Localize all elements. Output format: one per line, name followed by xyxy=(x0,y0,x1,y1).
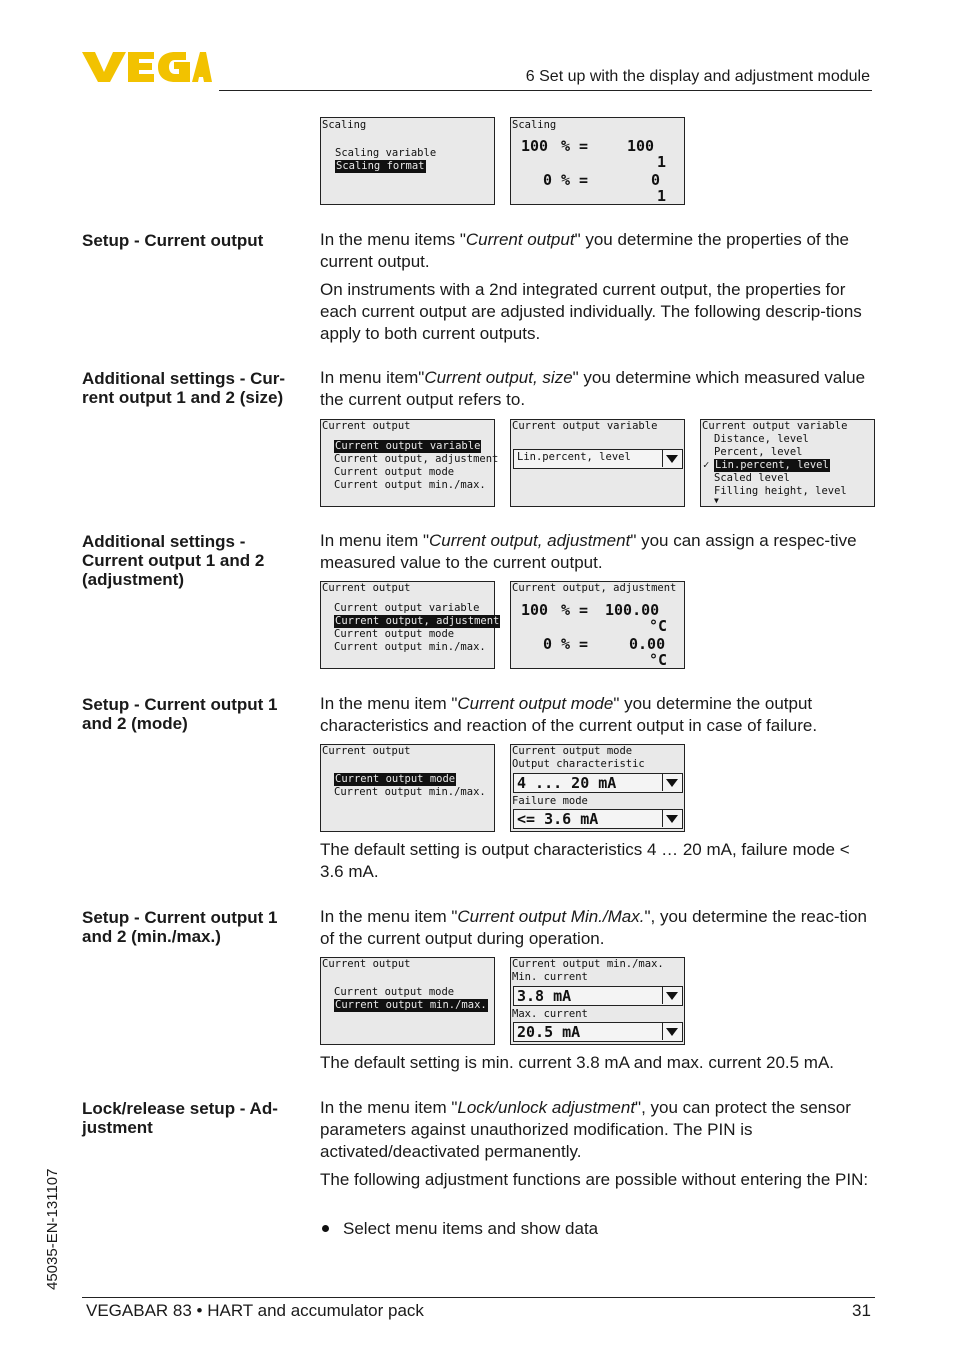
lcd-title: Current output mode xyxy=(512,745,633,757)
lcd-menu-item-selected: Current output mode xyxy=(335,773,456,785)
lcd-list-item-selected: Lin.percent, level xyxy=(715,459,829,471)
lcd-current-output-adjustment xyxy=(510,581,685,669)
lcd-dropdown xyxy=(513,986,683,1006)
lcd-current-output-menu-3 xyxy=(320,744,495,832)
section-text: The default setting is min. current 3.8 mA and max. current 20.5 mA. xyxy=(320,1053,835,1072)
bullet-dot-icon xyxy=(322,1225,329,1232)
lcd-dropdown-value: 3.8 mA xyxy=(517,987,572,1005)
scroll-down-icon: ▼ xyxy=(714,496,719,505)
bullet-item xyxy=(320,1219,598,1239)
section-text: On instruments with a 2nd integrated current output, the properties for each current output are adjusted individually. The following descrip-tions apply to both current outputs. xyxy=(320,280,862,343)
dropdown-arrow-icon xyxy=(662,987,682,1004)
lcd-menu-item: Current output mode xyxy=(334,466,455,478)
lcd-unit: °C xyxy=(649,651,668,669)
section-label-minmax: Setup - Current output 1 and 2 (min./max.) xyxy=(82,908,278,946)
lcd-title: Current output variable xyxy=(512,420,658,432)
lcd-dropdown-value: 4 ... 20 mA xyxy=(517,774,617,792)
section-text: In menu item"Current output, size" you determine which measured value the current output refers to. xyxy=(320,368,866,409)
lcd-current-output-menu-4 xyxy=(320,957,495,1045)
lcd-current-output-variable xyxy=(510,419,685,507)
dropdown-arrow-icon xyxy=(662,810,682,827)
lcd-list-item: Distance, level xyxy=(714,433,809,445)
section-text: The following adjustment functions are possible without entering the PIN: xyxy=(320,1170,869,1189)
lcd-title: Current output xyxy=(322,420,411,432)
lcd-current-output-mode xyxy=(510,744,685,832)
footer-product: VEGABAR 83 • HART and accumulator pack xyxy=(86,1301,424,1320)
lcd-field-label: Output characteristic xyxy=(512,758,645,770)
lcd-current-output-menu-2 xyxy=(320,581,500,669)
lcd-title: Current output variable xyxy=(702,420,848,432)
lcd-unit: °C xyxy=(649,617,668,635)
page-number: 31 xyxy=(852,1301,871,1320)
lcd-scaling-menu xyxy=(320,117,495,205)
lcd-menu-item-selected: Current output variable xyxy=(335,440,481,452)
lcd-value: 0 xyxy=(543,171,553,189)
bullet-text: Select menu items and show data xyxy=(343,1219,599,1238)
lcd-menu-item: Current output mode xyxy=(334,628,455,640)
lcd-title: Current output xyxy=(322,958,411,970)
lcd-dropdown xyxy=(513,773,683,793)
lcd-field-label: Max. current xyxy=(512,1008,588,1020)
lcd-field-label: Failure mode xyxy=(512,795,588,807)
lcd-title: Current output min./max. xyxy=(512,958,664,970)
lcd-title: Current output xyxy=(322,745,411,757)
section-text: In the menu item "Current output Min./Max.", you determine the reac-tion of the current output during operation. xyxy=(320,907,867,948)
lcd-menu-item: Current output min./max. xyxy=(334,641,486,653)
lcd-dropdown-value: 20.5 mA xyxy=(517,1023,581,1041)
section-text: The default setting is output characteristics 4 … 20 mA, failure mode < 3.6 mA. xyxy=(320,840,850,881)
lcd-menu-item: Current output min./max. xyxy=(334,786,486,798)
lcd-menu-item-selected: Current output, adjustment xyxy=(335,615,500,627)
lcd-value: % = xyxy=(561,635,589,653)
lcd-dropdown xyxy=(513,449,683,469)
section-text: In the menu item "Lock/unlock adjustment", you can protect the sensor parameters against unauthorized modification. The PIN is activated/deactivated permanently. xyxy=(320,1098,851,1161)
section-label-lock: Lock/release setup - Ad-justment xyxy=(82,1099,278,1137)
lcd-title: Current output, adjustment xyxy=(512,582,677,594)
section-label-size: Additional settings - Cur-rent output 1 and 2 (size) xyxy=(82,369,286,407)
lcd-value: 100 xyxy=(521,601,549,619)
lcd-value: % = xyxy=(561,171,589,189)
lcd-menu-item-selected: Scaling format xyxy=(336,160,425,172)
lcd-menu-item: Current output min./max. xyxy=(334,479,486,491)
lcd-title: Current output xyxy=(322,582,411,594)
lcd-value: 100.00 xyxy=(605,601,660,619)
lcd-menu-item-selected: Current output min./max. xyxy=(335,999,487,1011)
footer-divider xyxy=(82,1297,875,1298)
lcd-menu-item: Current output variable xyxy=(334,602,480,614)
section-label-adjustment: Additional settings - Current output 1 and 2 (adjustment) xyxy=(82,532,265,589)
lcd-title: Scaling xyxy=(512,119,557,131)
lcd-dropdown-value: <= 3.6 mA xyxy=(517,810,599,828)
lcd-value: 100 xyxy=(521,137,549,155)
lcd-list-item: Filling height, level xyxy=(714,485,847,497)
lcd-value: 1 xyxy=(657,153,667,171)
lcd-value: 0 xyxy=(543,635,553,653)
header-section-title: 6 Set up with the display and adjustment module xyxy=(525,68,870,85)
section-text: In the menu item "Current output mode" you determine the output characteristics and reaction of the current output in case of failure. xyxy=(320,694,818,735)
lcd-dropdown xyxy=(513,1022,683,1042)
lcd-field-label: Min. current xyxy=(512,971,588,983)
check-icon: ✓ xyxy=(703,459,710,471)
dropdown-arrow-icon xyxy=(662,450,682,467)
lcd-current-output-menu xyxy=(320,419,499,507)
lcd-value: 0 xyxy=(651,171,661,189)
section-text: In menu item "Current output, adjustment" you can assign a respec-tive measured value to the current output. xyxy=(320,531,857,572)
lcd-current-output-variable-list xyxy=(700,419,875,507)
dropdown-arrow-icon xyxy=(662,774,682,791)
lcd-value: 0.00 xyxy=(629,635,666,653)
vega-logo xyxy=(82,50,212,84)
section-label-current-output: Setup - Current output xyxy=(82,231,264,250)
lcd-value: % = xyxy=(561,137,589,155)
dropdown-arrow-icon xyxy=(662,1023,682,1040)
lcd-current-output-minmax xyxy=(510,957,685,1045)
lcd-title: Scaling xyxy=(322,119,367,131)
section-text: In the menu items "Current output" you determine the properties of the current output. xyxy=(320,230,849,271)
lcd-menu-item: Current output, adjustment xyxy=(334,453,499,465)
lcd-dropdown xyxy=(513,809,683,829)
section-label-mode: Setup - Current output 1 and 2 (mode) xyxy=(82,695,278,733)
lcd-value: % = xyxy=(561,601,589,619)
header-divider xyxy=(219,90,872,91)
lcd-menu-item: Scaling variable xyxy=(335,147,437,159)
lcd-value: 1 xyxy=(657,187,667,205)
lcd-dropdown-value: Lin.percent, level xyxy=(517,451,631,463)
lcd-value: 100 xyxy=(627,137,655,155)
lcd-list-item: Scaled level xyxy=(714,472,790,484)
lcd-list-item: Percent, level xyxy=(714,446,803,458)
doc-code: 45035-EN-131107 xyxy=(44,1168,61,1290)
lcd-menu-item: Current output mode xyxy=(334,986,455,998)
lcd-scaling-values xyxy=(510,117,685,205)
